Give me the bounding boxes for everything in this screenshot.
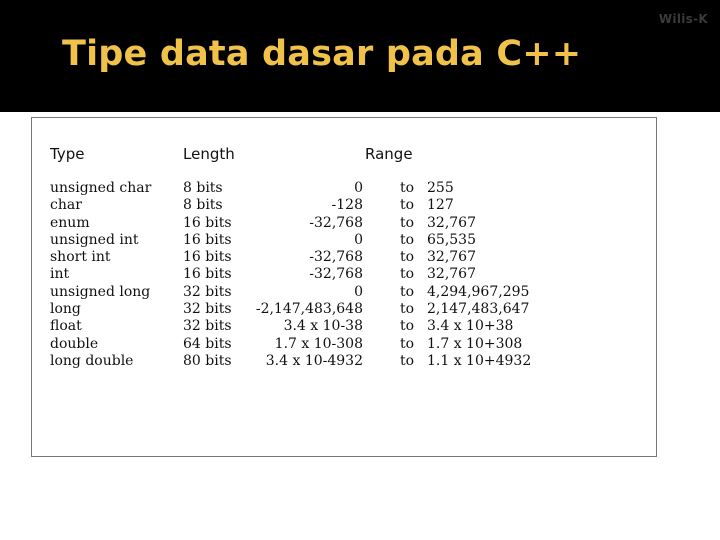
row-length: 16 bits <box>183 249 232 266</box>
range-high-column <box>427 180 531 370</box>
row-range-to: to <box>400 335 415 352</box>
row-type: long <box>50 301 81 318</box>
title-bar <box>0 0 720 112</box>
row-length: 80 bits <box>183 352 232 369</box>
row-type: short int <box>50 249 111 266</box>
row-range-high: 32,767 <box>427 249 476 266</box>
column-header-type: Type <box>50 145 85 163</box>
row-range-to: to <box>400 197 415 214</box>
row-range-low: -2,147,483,648 <box>255 301 363 318</box>
row-range-low: -32,768 <box>309 266 363 283</box>
row-length: 32 bits <box>183 301 232 318</box>
row-range-to: to <box>400 301 415 318</box>
row-range-high: 1.7 x 10+308 <box>427 335 523 352</box>
row-range-low: 0 <box>354 180 363 196</box>
column-header-length: Length <box>183 145 235 163</box>
row-length: 16 bits <box>183 231 232 248</box>
row-range-high: 65,535 <box>427 231 476 248</box>
row-range-low: 0 <box>354 283 363 300</box>
range-low-column <box>256 180 363 370</box>
row-range-high: 32,767 <box>427 214 476 231</box>
row-range-to: to <box>400 249 415 266</box>
row-range-to: to <box>400 266 415 283</box>
row-range-high: 32,767 <box>427 266 476 283</box>
row-type: unsigned int <box>50 231 139 248</box>
row-type: long double <box>50 352 134 369</box>
row-range-high: 255 <box>427 180 454 196</box>
row-type: double <box>50 335 99 352</box>
row-length: 32 bits <box>183 318 232 335</box>
watermark: Wilis-K <box>658 12 708 26</box>
row-range-high: 1.1 x 10+4932 <box>427 352 532 369</box>
row-range-high: 4,294,967,295 <box>427 283 530 300</box>
column-header-range: Range <box>365 145 413 163</box>
row-type: int <box>50 266 70 283</box>
row-range-to: to <box>400 352 415 369</box>
row-range-to: to <box>400 180 415 196</box>
row-range-to: to <box>400 214 415 231</box>
row-range-high: 127 <box>427 197 454 214</box>
row-range-to: to <box>400 283 415 300</box>
range-to-column <box>400 180 414 370</box>
row-length: 8 bits <box>183 197 223 214</box>
page-title: Tipe data dasar pada C++ <box>62 34 582 74</box>
row-range-to: to <box>400 231 415 248</box>
type-column <box>50 180 151 370</box>
row-range-low: 3.4 x 10-38 <box>283 318 363 335</box>
row-range-low: 0 <box>354 231 363 248</box>
row-length: 8 bits <box>183 180 223 196</box>
row-range-to: to <box>400 318 415 335</box>
row-length: 32 bits <box>183 283 232 300</box>
row-length: 16 bits <box>183 266 232 283</box>
row-range-low: -128 <box>331 197 363 214</box>
row-range-low: 3.4 x 10-4932 <box>265 352 363 369</box>
row-type: unsigned char <box>50 180 152 196</box>
row-range-low: -32,768 <box>309 249 363 266</box>
row-range-high: 2,147,483,647 <box>427 301 530 318</box>
row-type: char <box>50 197 82 214</box>
row-type: unsigned long <box>50 283 151 300</box>
row-range-low: -32,768 <box>309 214 363 231</box>
row-range-low: 1.7 x 10-308 <box>274 335 363 352</box>
length-column <box>183 180 232 370</box>
row-length: 64 bits <box>183 335 232 352</box>
row-type: enum <box>50 214 90 231</box>
row-range-high: 3.4 x 10+38 <box>427 318 514 335</box>
row-length: 16 bits <box>183 214 232 231</box>
row-type: float <box>50 318 82 335</box>
